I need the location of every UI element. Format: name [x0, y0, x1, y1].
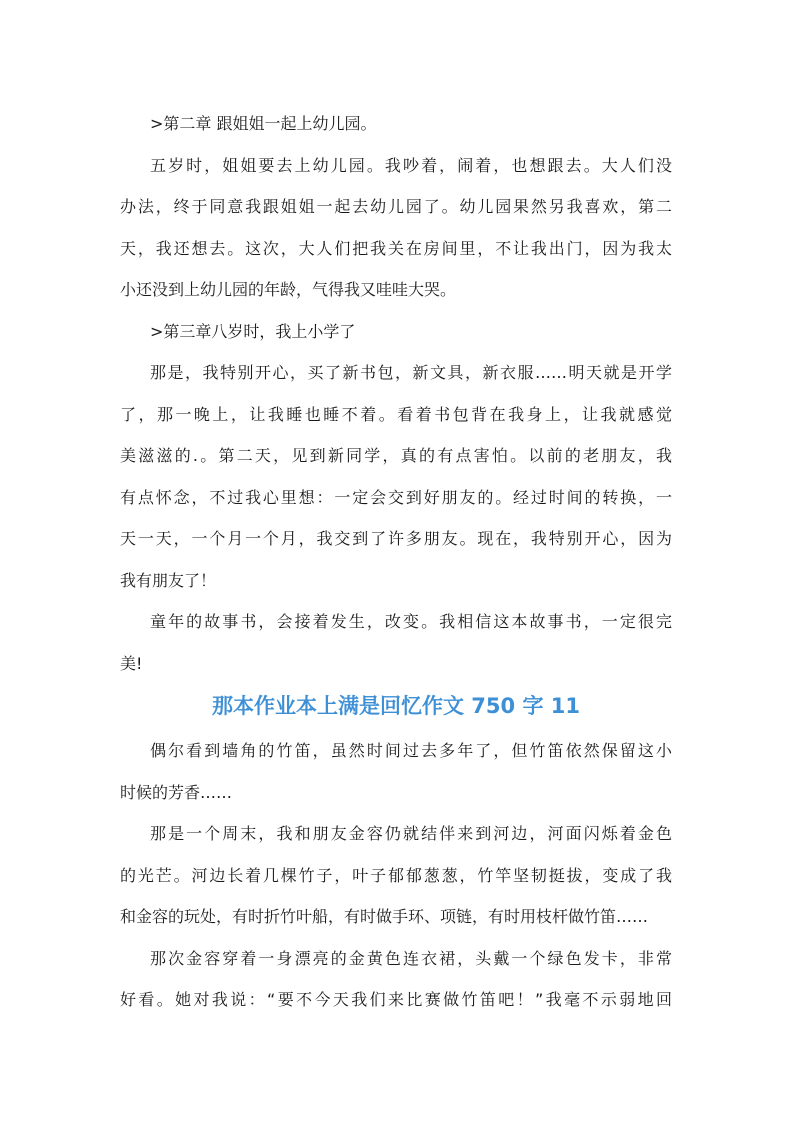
paragraph-line: 偶尔看到墙角的竹笛，虽然时间过去多年了，但竹笛依然保留这小 [150, 741, 672, 760]
paragraph-primary-school [120, 352, 672, 601]
paragraph-line: 天一天，一个月一个月，我交到了许多朋友。现在，我特别开心，因为 [120, 529, 672, 548]
paragraph-line: 五岁时，姐姐要去上幼儿园。我吵着，闹着，也想跟去。大人们没 [150, 155, 672, 175]
paragraph-line: 的光芒。河边长着几棵竹子，叶子郁郁葱葱，竹竿坚韧挺拔，变成了我 [120, 865, 672, 885]
chapter-2-heading: >第二章 跟姐姐一起上幼儿园。 [150, 114, 377, 133]
paragraph-weekend-river [120, 813, 672, 938]
paragraph-story-book [120, 601, 672, 684]
paragraph-line: 时候的芳香…… [120, 782, 233, 802]
paragraph-line: 天，我还想去。这次，大人们把我关在房间里，不让我出门，因为我太 [120, 238, 672, 258]
paragraph-line: 了，那一晚上，让我睡也睡不着。看着书包背在我身上，让我就感觉 [120, 404, 672, 424]
paragraph-line: 那是，我特别开心，买了新书包，新文具，新衣服……明天就是开学 [150, 363, 672, 382]
paragraph-line: 好看。她对我说：“要不今天我们来比赛做竹笛吧！”我毫不示弱地回 [120, 990, 672, 1009]
paragraph-line: 有点怀念，不过我心里想：一定会交到好朋友的。经过时间的转换，一 [120, 487, 672, 507]
paragraph-competition [120, 938, 672, 1021]
paragraph-line: 美! [120, 653, 143, 673]
document-body [120, 103, 672, 1021]
paragraph-line: 那次金容穿着一身漂亮的金黄色连衣裙，头戴一个绿色发卡，非常 [150, 948, 672, 968]
paragraph-line: 童年的故事书，会接着发生，改变。我相信这本故事书，一定很完 [150, 612, 672, 631]
paragraph-kindergarten [120, 145, 672, 311]
paragraph-line: 办法，终于同意我跟姐姐一起去幼儿园了。幼儿园果然另我喜欢，第二 [120, 197, 672, 216]
paragraph-line: 那是一个周末，我和朋友金容仍就结伴来到河边，河面闪烁着金色 [150, 824, 672, 843]
paragraph-bamboo-flute [120, 730, 672, 813]
paragraph-line: 和金容的玩处，有时折竹叶船，有时做手环、项链，有时用枝杆做竹笛…… [120, 907, 649, 926]
chapter-3-heading: >第三章八岁时，我上小学了 [150, 321, 356, 341]
paragraph-line: 小还没到上幼儿园的年龄，气得我又哇哇大哭。 [120, 280, 457, 299]
section-title: 那本作业本上满是回忆作文 750 字 11 [212, 694, 580, 718]
paragraph-line: 我有朋友了！ [120, 570, 217, 590]
paragraph-line: 美滋滋的.。第二天，见到新同学，真的有点害怕。以前的老朋友，我 [120, 446, 672, 465]
